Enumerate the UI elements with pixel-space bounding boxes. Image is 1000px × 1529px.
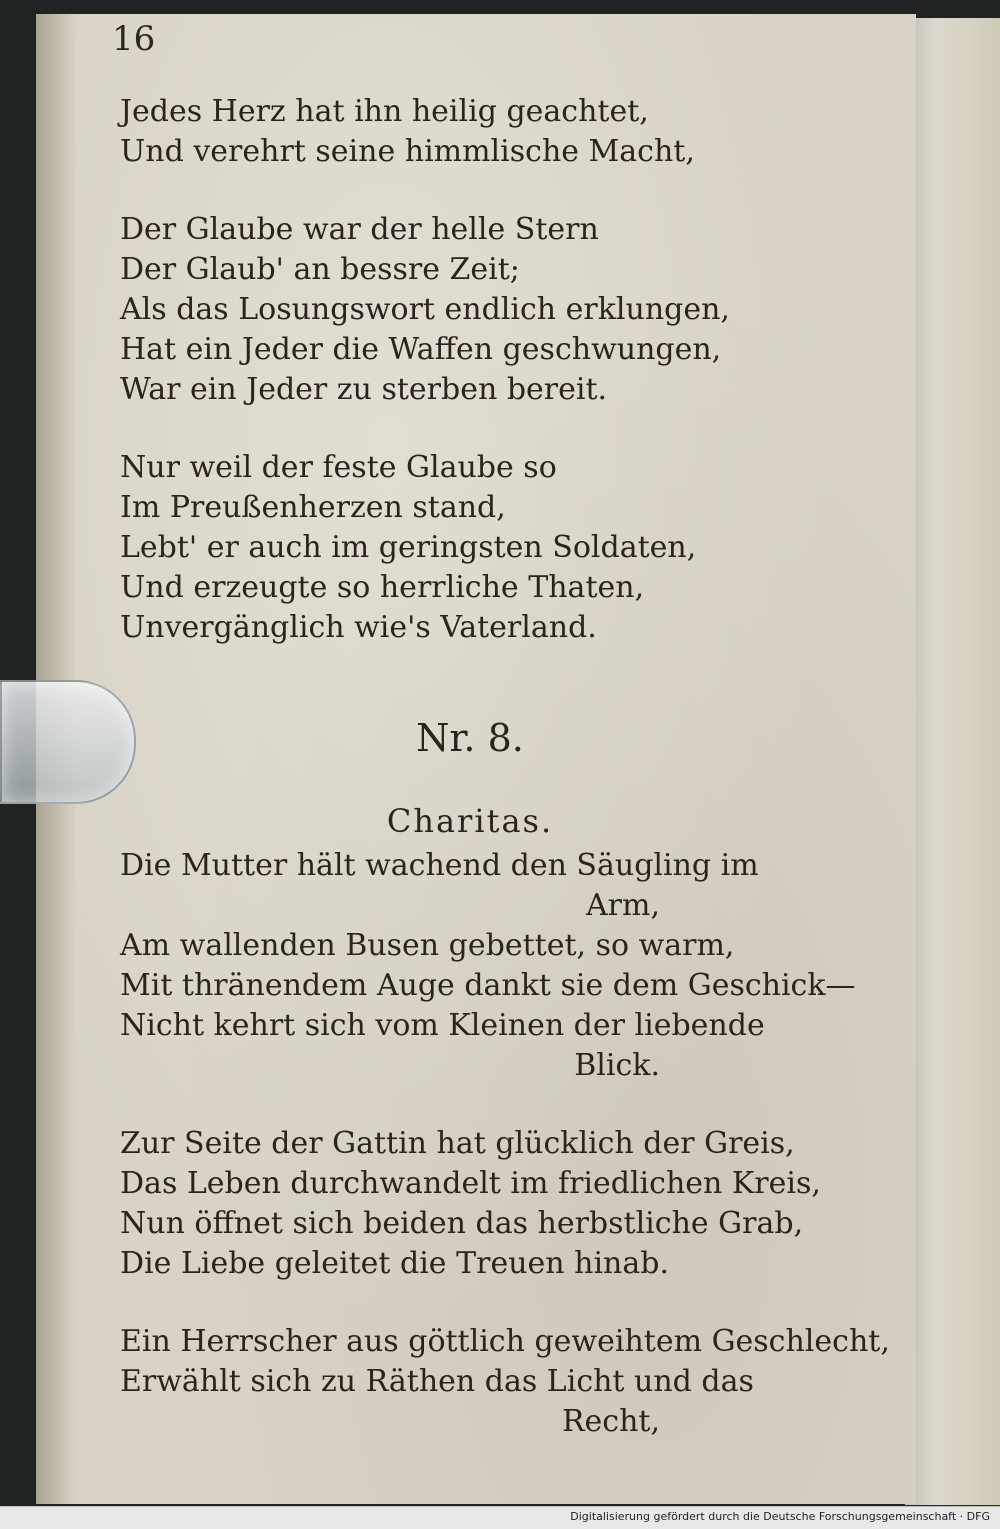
stanza-gap bbox=[120, 1086, 820, 1124]
verse-line-continuation: Recht, bbox=[561, 1404, 660, 1439]
stanza-4 bbox=[120, 846, 856, 1086]
verse-line: Das Leben durchwandelt im friedlichen Kreis, bbox=[120, 1166, 821, 1201]
plastic-page-clip bbox=[0, 680, 136, 804]
stanza-gap bbox=[120, 410, 820, 448]
verse-line: Im Preußenherzen stand, bbox=[120, 490, 506, 525]
verse-line: Jedes Herz hat ihn heilig geachtet, bbox=[120, 94, 649, 129]
verse-line: Nun öffnet sich beiden das herbstliche Grab, bbox=[120, 1206, 804, 1241]
verse-line: Mit thränendem Auge dankt sie dem Geschick— bbox=[120, 968, 856, 1003]
heading-gap bbox=[120, 768, 820, 796]
poem-text bbox=[120, 92, 890, 1442]
verse-line: Der Glaube war der helle Stern bbox=[120, 212, 599, 247]
stanza-2 bbox=[120, 210, 820, 410]
stanza-5 bbox=[120, 1124, 820, 1284]
verse-line: Unvergänglich wie's Vaterland. bbox=[120, 610, 597, 645]
verse-line: Als das Losungswort endlich erklungen, bbox=[120, 292, 730, 327]
digitization-footer bbox=[0, 1506, 1000, 1529]
verse-line: Die Liebe geleitet die Treuen hinab. bbox=[120, 1246, 669, 1281]
verse-line: Nur weil der feste Glaube so bbox=[120, 450, 557, 485]
verse-line: War ein Jeder zu sterben bereit. bbox=[120, 372, 608, 407]
verse-line: Die Mutter hält wachend den Säugling im bbox=[120, 848, 759, 883]
verse-line: Nicht kehrt sich vom Kleinen der liebende bbox=[120, 1008, 765, 1043]
verse-line: Am wallenden Busen gebettet, so warm, bbox=[120, 928, 735, 963]
verse-line: Hat ein Jeder die Waffen geschwungen, bbox=[120, 332, 722, 367]
section-number: Nr. 8. bbox=[416, 716, 524, 760]
verse-line: Ein Herrscher aus göttlich geweihtem Geschlecht, bbox=[120, 1324, 890, 1359]
verse-line: Erwählt sich zu Räthen das Licht und das bbox=[120, 1364, 754, 1399]
verse-line: Und verehrt seine himmlische Macht, bbox=[120, 134, 695, 169]
verse-line: Und erzeugte so herrliche Thaten, bbox=[120, 570, 645, 605]
verse-line-continuation: Arm, bbox=[586, 888, 660, 923]
stanza-3 bbox=[120, 448, 820, 648]
funding-credit: Digitalisierung gefördert durch die Deutsche Forschungsgemeinschaft · DFG bbox=[570, 1510, 990, 1523]
verse-line-continuation: Blick. bbox=[574, 1048, 660, 1083]
stanza-6 bbox=[120, 1322, 890, 1442]
verse-line: Zur Seite der Gattin hat glücklich der Greis, bbox=[120, 1126, 795, 1161]
verse-line: Lebt' er auch im geringsten Soldaten, bbox=[120, 530, 697, 565]
stanza-1 bbox=[120, 92, 820, 172]
section-title: Charitas. bbox=[386, 802, 554, 840]
stanza-gap bbox=[120, 172, 820, 210]
verse-line: Der Glaub' an bessre Zeit; bbox=[120, 252, 520, 287]
section-gap bbox=[120, 648, 820, 708]
stanza-gap bbox=[120, 1284, 820, 1322]
page-number: 16 bbox=[112, 19, 156, 59]
